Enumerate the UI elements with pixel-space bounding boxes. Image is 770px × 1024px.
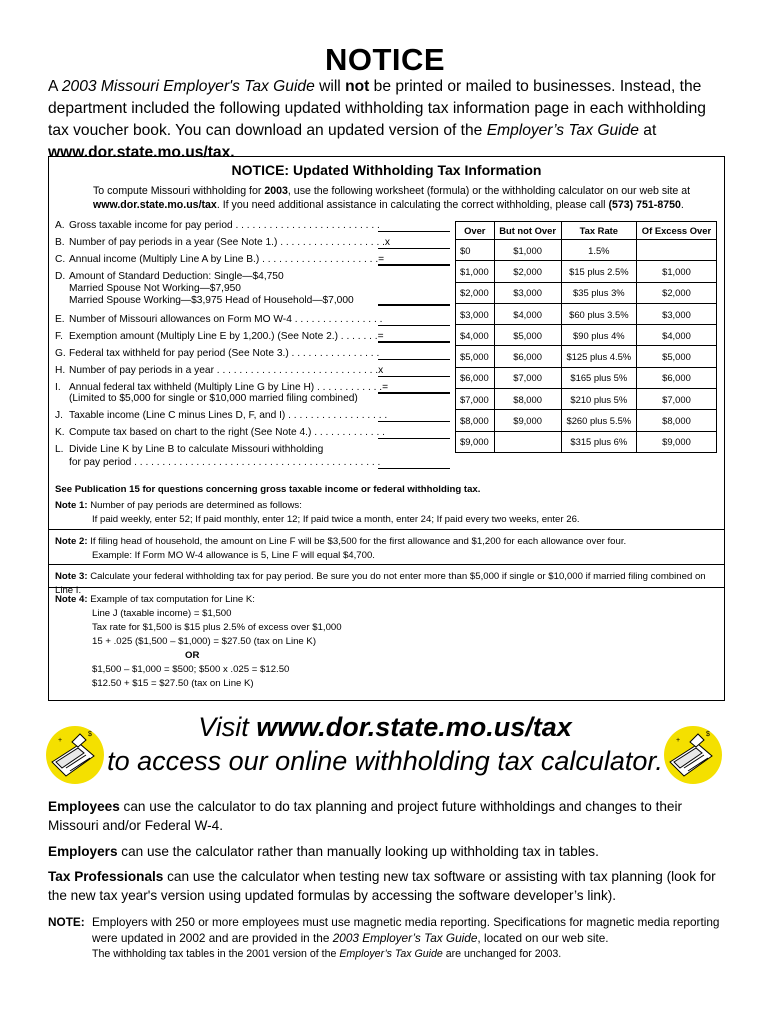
worksheet-line-h: H. Number of pay periods in a year . . . . . . . . . . . . . . . . . . . . . . . . . . . . .x — [55, 365, 450, 379]
divider — [49, 564, 724, 565]
note-1: Note 1: Number of pay periods are determined as follows: If paid weekly, enter 52; If paid monthly, enter 12; If paid twice a month, enter 24; If paid every two weeks, enter 26. — [55, 500, 580, 525]
table-row: $7,000 $8,000 $210 plus 5% $7,000 — [456, 389, 717, 410]
box-intro: To compute Missouri withholding for 2003, use the following worksheet (formula) or the withholding calculator on our web site at www.dor.state.mo.us/tax. If you need additional assistance in calculating the correct withholding, please call (573) 751-8750. — [93, 185, 691, 211]
svg-text:$: $ — [88, 731, 92, 738]
worksheet-line-i: I. Annual federal tax withheld (Multiply Line G by Line H) . . . . . . . . . . . .= (Limited to $5,000 for single or $10,000 married filing combined) — [55, 382, 450, 410]
worksheet-line-b: B. Number of pay periods in a year (See Note 1.) . . . . . . . . . . . . . . . . . . .x — [55, 237, 450, 251]
svg-text:+: + — [676, 737, 681, 744]
tax-professionals-paragraph: Tax Professionals can use the calculator when testing new tax software or assisting with tax planning (look for the new tax year's version using updated formulas by accessing the software developer’s link). — [48, 869, 716, 903]
line-h-blank[interactable] — [378, 376, 450, 377]
table-row: $9,000 $315 plus 6% $9,000 — [456, 431, 717, 452]
visit-banner: Visit www.dor.state.mo.us/tax to access our online withholding tax calculator. — [107, 712, 663, 776]
svg-text:+: + — [58, 737, 63, 744]
worksheet-line-e: E. Number of Missouri allowances on Form MO W-4 . . . . . . . . . . . . . . . . — [55, 314, 450, 328]
table-row: $0 $1,000 1.5% — [456, 240, 717, 261]
line-f-blank[interactable] — [378, 341, 450, 343]
line-k-blank[interactable] — [378, 438, 450, 439]
employers-paragraph: Employers can use the calculator rather than manually looking up withholding tax in tables. — [48, 844, 599, 859]
box-title: NOTICE: Updated Withholding Tax Information — [231, 162, 542, 178]
tax-rate-table — [455, 221, 717, 453]
note-2: Note 2: If filing head of household, the amount on Line F will be $3,500 for the first allowance and $1,200 for each allowance over four. Example: If Form MO W-4 allowance is 5, Line F will equal $4,700. — [55, 536, 627, 561]
line-i-blank[interactable] — [378, 392, 450, 394]
note-3: Note 3: Calculate your federal withholding tax for pay period. Be sure you do not enter more than $5,000 if single or $10,000 if married filing combined on Line I. — [55, 571, 706, 596]
calculator-icon — [660, 722, 726, 788]
worksheet-line-g: G. Federal tax withheld for pay period (See Note 3.) . . . . . . . . . . . . . . . . — [55, 348, 450, 362]
publication-note: See Publication 15 for questions concerning gross taxable income or federal withholding tax. — [55, 484, 481, 495]
worksheet-line-a: A. Gross taxable income for pay period . . . . . . . . . . . . . . . . . . . . . . . . . . — [55, 220, 450, 234]
table-row: $8,000 $9,000 $260 plus 5.5% $8,000 — [456, 410, 717, 431]
withholding-info-box — [48, 156, 725, 701]
line-g-blank[interactable] — [378, 359, 450, 360]
worksheet-line-f: F. Exemption amount (Multiply Line E by 1,200.) (See Note 2.) . . . . . . .= — [55, 331, 450, 345]
line-e-blank[interactable] — [378, 325, 450, 326]
worksheet-line-d: D. Amount of Standard Deduction: Single—$4,750 Married Spouse Not Working—$7,950 Married Spouse Working—$3,975 Head of Household—$7,000 — [55, 271, 450, 315]
page-title: NOTICE — [324, 42, 446, 77]
worksheet-line-c: C. Annual income (Multiply Line A by Line B.) . . . . . . . . . . . . . . . . . . . . .= — [55, 254, 450, 268]
intro-paragraph: A 2003 Missouri Employer's Tax Guide will not be printed or mailed to businesses. Instead, the department included the following updated withholding tax information page in each withholding tax voucher book. You can download an updated version of the Employer’s Tax Guide at www.dor.state.mo.us/tax. — [48, 78, 706, 161]
table-row: $6,000 $7,000 $165 plus 5% $6,000 — [456, 367, 717, 388]
final-note: NOTE: Employers with 250 or more employees must use magnetic media reporting. Specifications for magnetic media reporting were updated in 2002 and are provided in the 2003 Employer’s Tax Guide, located on our web site. The withholding tax tables in the 2001 version of the Employer’s Tax Guide are unchanged for 2003. — [48, 915, 720, 960]
worksheet-line-l: L. Divide Line K by Line B to calculate Missouri withholding for pay period . . . . . . . . . . . . . . . . . . . . . . . . . . . . . . . . . . . . . . . . . . . . — [55, 444, 450, 472]
table-header-row — [456, 222, 717, 240]
worksheet-line-j: J. Taxable income (Line C minus Lines D, F, and I) . . . . . . . . . . . . . . . . . . — [55, 410, 450, 424]
divider — [49, 587, 724, 588]
employees-paragraph: Employees can use the calculator to do tax planning and project future withholdings and changes to their Missouri and/or Federal W-4. — [48, 799, 683, 833]
table-row: $5,000 $6,000 $125 plus 4.5% $5,000 — [456, 346, 717, 367]
column-header: But not Over — [494, 222, 561, 240]
website-link-2[interactable]: www.dor.state.mo.us/tax — [93, 199, 217, 211]
table-row: $1,000 $2,000 $15 plus 2.5% $1,000 — [456, 261, 717, 282]
line-d-blank[interactable] — [378, 304, 450, 306]
line-l-blank[interactable] — [378, 468, 450, 469]
column-header: Of Excess Over — [636, 222, 716, 240]
column-header: Tax Rate — [561, 222, 636, 240]
table-row: $2,000 $3,000 $35 plus 3% $2,000 — [456, 282, 717, 303]
calculator-link[interactable]: www.dor.state.mo.us/tax — [256, 712, 572, 742]
line-b-blank[interactable] — [378, 248, 450, 249]
guide-title: 2003 Missouri Employer's Tax Guide — [61, 78, 315, 95]
svg-text:$: $ — [706, 731, 710, 738]
line-j-blank[interactable] — [378, 421, 450, 422]
table-row: $3,000 $4,000 $60 plus 3.5% $3,000 — [456, 303, 717, 324]
line-c-blank[interactable] — [378, 264, 450, 266]
line-a-blank[interactable] — [378, 231, 450, 232]
phone-number: (573) 751-8750 — [608, 199, 681, 211]
divider — [49, 529, 724, 530]
website-link[interactable]: www.dor.state.mo.us/tax. — [48, 144, 235, 161]
table-row: $4,000 $5,000 $90 plus 4% $4,000 — [456, 325, 717, 346]
note-4: Note 4: Example of tax computation for Line K: Line J (taxable income) = $1,500 Tax rate for $1,500 is $15 plus 2.5% of excess over $1,000 15 + .025 ($1,500 – $1,000) = $27.50 (tax on Line K) OR $1,500 – $1,000 = $500; $500 x .025 = $12.50 $12.50 + $15 = $27.50 (tax on Line K) — [55, 594, 342, 689]
worksheet-line-k: K. Compute tax based on chart to the right (See Note 4.) . . . . . . . . . . . . . — [55, 427, 450, 441]
column-header: Over — [456, 222, 495, 240]
